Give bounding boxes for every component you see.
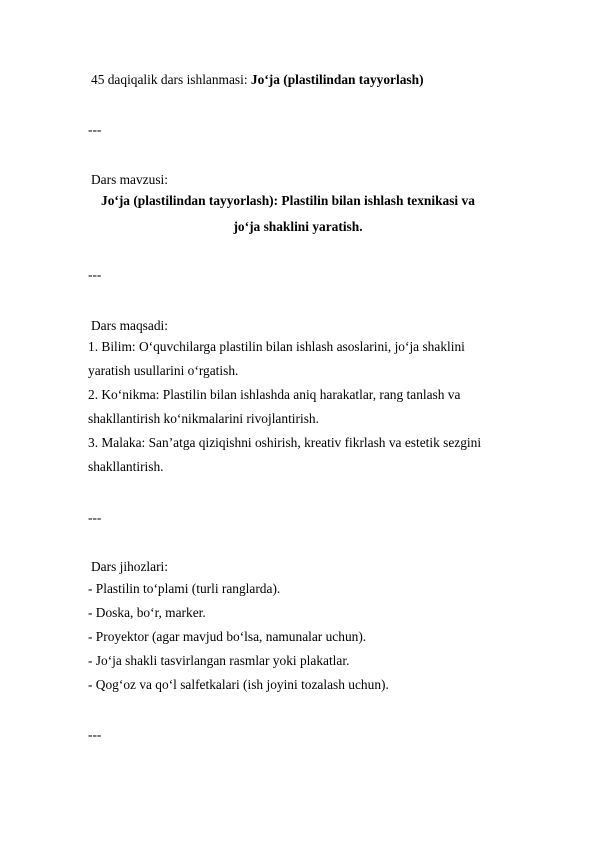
goals-heading: Dars maqsadi: <box>91 318 168 333</box>
lesson-title: Jo‘ja (plastilindan tayyorlash) <box>250 72 424 87</box>
topic-line-1: Jo‘ja (plastilindan tayyorlash): Plastilin bilan ishlash texnikasi va <box>101 193 475 208</box>
lesson-header-prefix: 45 daqiqalik dars ishlanmasi: <box>91 72 251 87</box>
separator-1: --- <box>88 122 102 137</box>
equipment-heading: Dars jihozlari: <box>91 559 168 574</box>
goals-line: 2. Ko‘nikma: Plastilin bilan ishlashda aniq harakatlar, rang tanlash va <box>88 387 461 402</box>
separator-4: --- <box>88 727 102 742</box>
equipment-item: - Jo‘ja shakli tasvirlangan rasmlar yoki plakatlar. <box>88 653 350 668</box>
separator-3: --- <box>88 510 102 525</box>
lesson-header <box>91 72 424 88</box>
topic-line-2: jo‘ja shaklini yaratish. <box>233 219 363 234</box>
goals-line: 1. Bilim: O‘quvchilarga plastilin bilan ishlash asoslarini, jo‘ja shaklini <box>88 339 465 354</box>
equipment-item: - Doska, bo‘r, marker. <box>88 605 206 620</box>
topic-heading: Dars mavzusi: <box>91 172 168 187</box>
goals-line: 3. Malaka: San’atga qiziqishni oshirish, kreativ fikrlash va estetik sezgini <box>88 435 482 450</box>
goals-line: shakllantirish. <box>88 459 164 474</box>
goals-line: shakllantirish ko‘nikmalarini rivojlantirish. <box>88 411 319 426</box>
equipment-item: - Proyektor (agar mavjud bo‘lsa, namunalar uchun). <box>88 629 367 644</box>
equipment-item: - Plastilin to‘plami (turli ranglarda). <box>88 581 281 596</box>
equipment-item: - Qog‘oz va qo‘l salfetkalari (ish joyini tozalash uchun). <box>88 677 389 692</box>
goals-line: yaratish usullarini o‘rgatish. <box>88 363 239 378</box>
separator-2: --- <box>88 267 102 282</box>
